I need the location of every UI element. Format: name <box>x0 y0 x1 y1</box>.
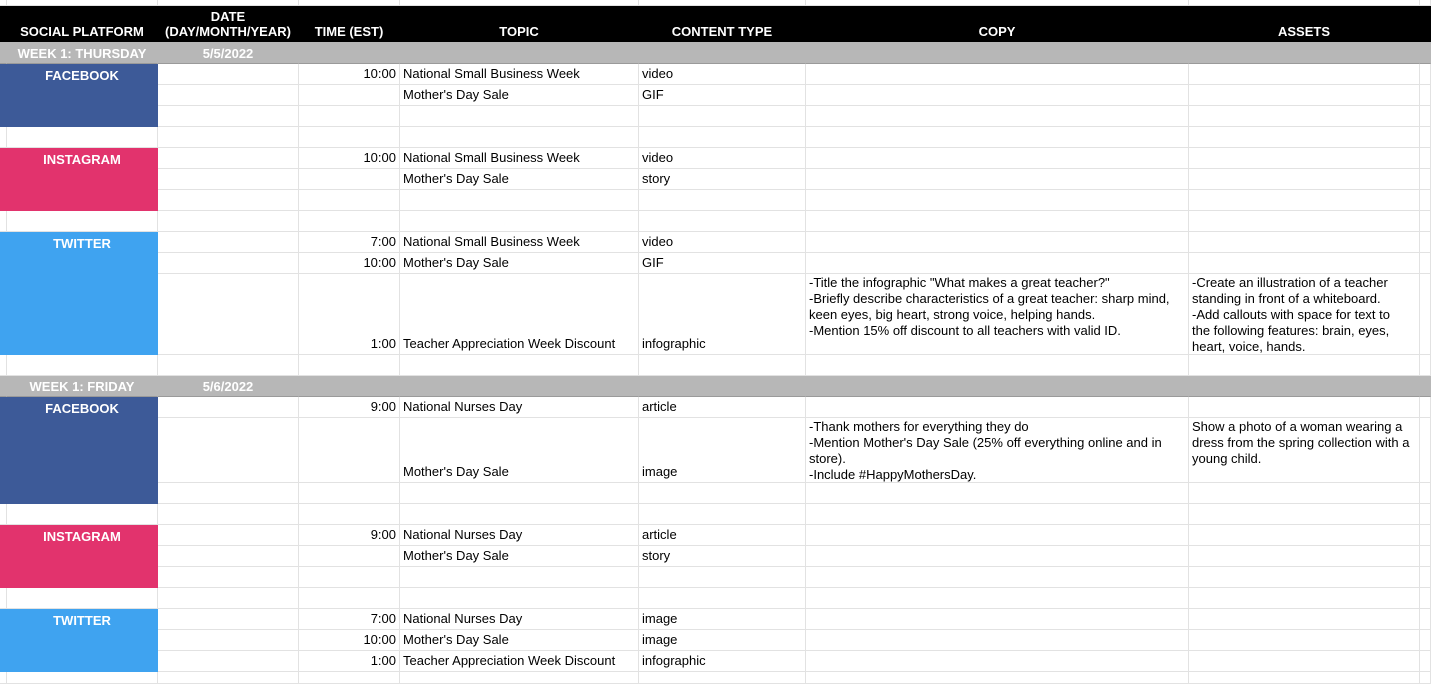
post-assets-line: Show a photo of a woman wearing a <box>1192 419 1403 434</box>
cell[interactable] <box>400 127 639 148</box>
post-type[interactable]: article <box>639 525 806 546</box>
cell[interactable] <box>158 546 299 567</box>
post-copy[interactable] <box>806 630 1189 651</box>
cell[interactable] <box>1420 85 1431 106</box>
cell[interactable] <box>1189 567 1420 588</box>
header-platform[interactable]: SOCIAL PLATFORM <box>7 6 158 42</box>
cell[interactable] <box>0 588 7 609</box>
cell[interactable] <box>400 355 639 376</box>
platform-color-cell[interactable] <box>0 232 7 355</box>
week-band-cell[interactable] <box>1420 42 1431 64</box>
cell[interactable] <box>1189 190 1420 211</box>
cell[interactable] <box>299 106 400 127</box>
post-topic[interactable]: Mother's Day Sale <box>400 630 639 651</box>
cell[interactable] <box>1420 106 1431 127</box>
post-copy-line: keen eyes, big heart, strong voice, helping hands. <box>809 307 1096 322</box>
cell[interactable] <box>400 190 639 211</box>
cell[interactable] <box>1420 253 1431 274</box>
cell[interactable] <box>806 483 1189 504</box>
post-type[interactable]: image <box>639 630 806 651</box>
cell[interactable] <box>158 504 299 525</box>
cell[interactable] <box>806 588 1189 609</box>
cell[interactable] <box>639 567 806 588</box>
post-copy[interactable] <box>806 253 1189 274</box>
post-type[interactable]: infographic <box>639 651 806 672</box>
post-assets-line: the following features: brain, eyes, <box>1192 323 1390 338</box>
platform-color-cell[interactable] <box>0 64 7 127</box>
post-assets[interactable] <box>1189 274 1420 355</box>
platform-color-cell[interactable] <box>0 397 7 504</box>
cell[interactable] <box>158 651 299 672</box>
post-assets[interactable] <box>1189 651 1420 672</box>
post-time[interactable]: 9:00 <box>299 397 400 418</box>
cell[interactable] <box>806 672 1189 684</box>
cell[interactable] <box>1420 274 1431 355</box>
cell[interactable] <box>0 504 7 525</box>
post-type[interactable]: video <box>639 232 806 253</box>
post-type[interactable]: GIF <box>639 253 806 274</box>
cell[interactable] <box>1420 211 1431 232</box>
cell[interactable] <box>299 567 400 588</box>
cell[interactable] <box>639 483 806 504</box>
post-assets[interactable] <box>1189 253 1420 274</box>
cell[interactable] <box>158 253 299 274</box>
header-cell[interactable] <box>1420 6 1431 42</box>
post-type[interactable]: story <box>639 546 806 567</box>
platform-color-cell[interactable] <box>0 148 7 211</box>
cell[interactable] <box>299 672 400 684</box>
post-topic[interactable]: Mother's Day Sale <box>400 253 639 274</box>
week-label[interactable]: WEEK 1: THURSDAY <box>7 42 158 64</box>
cell[interactable] <box>639 106 806 127</box>
cell[interactable] <box>158 64 299 85</box>
week-band-cell[interactable] <box>400 376 639 397</box>
post-time[interactable] <box>299 546 400 567</box>
post-type[interactable]: article <box>639 397 806 418</box>
post-time[interactable] <box>299 169 400 190</box>
cell[interactable] <box>158 483 299 504</box>
post-time[interactable]: 1:00 <box>299 651 400 672</box>
cell[interactable] <box>639 588 806 609</box>
cell[interactable] <box>400 588 639 609</box>
cell[interactable] <box>806 504 1189 525</box>
week-band-cell[interactable] <box>1189 42 1420 64</box>
cell[interactable] <box>400 567 639 588</box>
cell[interactable] <box>1420 546 1431 567</box>
cell[interactable] <box>158 609 299 630</box>
cell[interactable] <box>7 211 158 232</box>
cell[interactable] <box>1189 588 1420 609</box>
week-band-cell[interactable] <box>806 376 1189 397</box>
cell[interactable] <box>400 672 639 684</box>
cell[interactable] <box>0 211 7 232</box>
post-topic[interactable]: National Small Business Week <box>400 148 639 169</box>
week-band-cell[interactable] <box>0 376 7 397</box>
week-band-cell[interactable] <box>639 376 806 397</box>
cell[interactable] <box>1420 397 1431 418</box>
cell[interactable] <box>1189 127 1420 148</box>
cell[interactable] <box>1420 190 1431 211</box>
post-copy[interactable] <box>806 546 1189 567</box>
cell[interactable] <box>7 127 158 148</box>
platform-instagram[interactable]: INSTAGRAM <box>7 525 158 588</box>
header-topic[interactable]: TOPIC <box>400 6 639 42</box>
post-copy[interactable] <box>806 64 1189 85</box>
post-time[interactable]: 9:00 <box>299 525 400 546</box>
cell[interactable] <box>1420 64 1431 85</box>
post-copy-line: -Briefly describe characteristics of a great teacher: sharp mind, <box>809 291 1170 306</box>
cell[interactable] <box>0 127 7 148</box>
platform-instagram[interactable]: INSTAGRAM <box>7 148 158 211</box>
cell[interactable] <box>400 504 639 525</box>
post-assets-line: -Add callouts with space for text to <box>1192 307 1390 322</box>
post-topic[interactable]: Mother's Day Sale <box>400 85 639 106</box>
cell[interactable] <box>639 672 806 684</box>
post-type[interactable]: video <box>639 148 806 169</box>
header-date-line1: DATE <box>210 9 246 24</box>
platform-twitter[interactable]: TWITTER <box>7 609 158 672</box>
post-topic[interactable]: Mother's Day Sale <box>400 418 639 483</box>
cell[interactable] <box>158 85 299 106</box>
platform-facebook[interactable]: FACEBOOK <box>7 397 158 504</box>
cell[interactable] <box>158 211 299 232</box>
cell[interactable] <box>806 567 1189 588</box>
post-topic[interactable]: Mother's Day Sale <box>400 169 639 190</box>
cell[interactable] <box>158 672 299 684</box>
cell[interactable] <box>1189 483 1420 504</box>
cell[interactable] <box>1420 588 1431 609</box>
cell[interactable] <box>639 355 806 376</box>
cell[interactable] <box>0 355 7 376</box>
cell[interactable] <box>158 106 299 127</box>
cell[interactable] <box>158 232 299 253</box>
post-topic[interactable]: National Small Business Week <box>400 64 639 85</box>
header-cell[interactable] <box>0 6 7 42</box>
post-assets[interactable] <box>1189 609 1420 630</box>
week-band-cell[interactable] <box>299 42 400 64</box>
header-date[interactable] <box>158 6 299 42</box>
cell[interactable] <box>639 190 806 211</box>
cell[interactable] <box>158 148 299 169</box>
post-time[interactable]: 10:00 <box>299 64 400 85</box>
cell[interactable] <box>1420 483 1431 504</box>
cell[interactable] <box>1189 504 1420 525</box>
cell[interactable] <box>158 418 299 483</box>
cell[interactable] <box>299 588 400 609</box>
post-copy-line: -Mention Mother's Day Sale (25% off everything online and in <box>809 435 1162 450</box>
post-assets[interactable] <box>1189 169 1420 190</box>
cell[interactable] <box>1420 169 1431 190</box>
week-band-cell[interactable] <box>639 42 806 64</box>
post-assets[interactable] <box>1189 525 1420 546</box>
week-band-cell[interactable] <box>806 42 1189 64</box>
post-topic[interactable]: Teacher Appreciation Week Discount <box>400 274 639 355</box>
cell[interactable] <box>400 483 639 504</box>
cell[interactable] <box>1189 355 1420 376</box>
platform-color-cell[interactable] <box>0 525 7 588</box>
header-copy[interactable]: COPY <box>806 6 1189 42</box>
post-copy[interactable] <box>806 274 1189 355</box>
cell[interactable] <box>158 127 299 148</box>
post-topic[interactable]: National Nurses Day <box>400 397 639 418</box>
cell[interactable] <box>158 567 299 588</box>
header-assets[interactable]: ASSETS <box>1189 6 1420 42</box>
cell[interactable] <box>158 274 299 355</box>
post-type[interactable]: infographic <box>639 274 806 355</box>
post-assets[interactable] <box>1189 85 1420 106</box>
cell[interactable] <box>1420 232 1431 253</box>
cell[interactable] <box>299 504 400 525</box>
cell[interactable] <box>1420 651 1431 672</box>
post-type[interactable]: GIF <box>639 85 806 106</box>
post-time[interactable]: 10:00 <box>299 253 400 274</box>
header-date-line2: (DAY/MONTH/YEAR) <box>165 24 291 39</box>
post-copy[interactable] <box>806 651 1189 672</box>
post-assets[interactable] <box>1189 397 1420 418</box>
cell[interactable] <box>639 211 806 232</box>
post-time[interactable]: 10:00 <box>299 630 400 651</box>
cell[interactable] <box>158 630 299 651</box>
header-time[interactable]: TIME (EST) <box>299 6 400 42</box>
cell[interactable] <box>7 504 158 525</box>
cell[interactable] <box>299 190 400 211</box>
week-label[interactable]: WEEK 1: FRIDAY <box>7 376 158 397</box>
platform-facebook[interactable]: FACEBOOK <box>7 64 158 127</box>
post-copy[interactable] <box>806 418 1189 483</box>
platform-color-cell[interactable] <box>0 609 7 672</box>
cell[interactable] <box>400 106 639 127</box>
cell[interactable] <box>806 127 1189 148</box>
post-assets[interactable] <box>1189 630 1420 651</box>
week-band-cell[interactable] <box>1420 376 1431 397</box>
post-copy-line: -Thank mothers for everything they do <box>809 419 1029 434</box>
post-copy-line: -Title the infographic "What makes a great teacher?" <box>809 275 1110 290</box>
post-type[interactable]: image <box>639 609 806 630</box>
cell[interactable] <box>806 355 1189 376</box>
post-copy[interactable] <box>806 609 1189 630</box>
week-date[interactable]: 5/6/2022 <box>158 376 299 397</box>
cell[interactable] <box>158 525 299 546</box>
post-assets[interactable] <box>1189 148 1420 169</box>
post-topic[interactable]: National Nurses Day <box>400 609 639 630</box>
post-assets[interactable] <box>1189 546 1420 567</box>
post-assets-line: young child. <box>1192 451 1262 466</box>
cell[interactable] <box>1189 211 1420 232</box>
post-copy-line: -Include #HappyMothersDay. <box>809 467 977 482</box>
post-copy[interactable] <box>806 525 1189 546</box>
post-assets-line: dress from the spring collection with a <box>1192 435 1410 450</box>
cell[interactable] <box>158 169 299 190</box>
post-topic[interactable]: Mother's Day Sale <box>400 546 639 567</box>
cell[interactable] <box>1420 609 1431 630</box>
post-assets-line: heart, voice, hands. <box>1192 339 1306 354</box>
cell[interactable] <box>7 355 158 376</box>
cell[interactable] <box>299 211 400 232</box>
post-copy[interactable] <box>806 232 1189 253</box>
post-copy[interactable] <box>806 85 1189 106</box>
cell[interactable] <box>299 355 400 376</box>
post-assets[interactable] <box>1189 418 1420 483</box>
cell[interactable] <box>1420 127 1431 148</box>
cell[interactable] <box>7 672 158 684</box>
cell[interactable] <box>1420 672 1431 684</box>
week-band-cell[interactable] <box>400 42 639 64</box>
cell[interactable] <box>806 190 1189 211</box>
post-topic[interactable]: National Nurses Day <box>400 525 639 546</box>
post-copy[interactable] <box>806 148 1189 169</box>
cell[interactable] <box>299 127 400 148</box>
cell[interactable] <box>1189 672 1420 684</box>
header-content-type[interactable]: CONTENT TYPE <box>639 6 806 42</box>
week-band-cell[interactable] <box>0 42 7 64</box>
post-copy-line: -Mention 15% off discount to all teachers with valid ID. <box>809 323 1121 338</box>
post-copy[interactable] <box>806 169 1189 190</box>
cell[interactable] <box>1420 525 1431 546</box>
post-copy-line: store). <box>809 451 846 466</box>
cell[interactable] <box>1420 504 1431 525</box>
post-type[interactable]: story <box>639 169 806 190</box>
cell[interactable] <box>1189 106 1420 127</box>
cell[interactable] <box>158 397 299 418</box>
post-time[interactable]: 7:00 <box>299 232 400 253</box>
post-assets[interactable] <box>1189 64 1420 85</box>
post-time[interactable] <box>299 418 400 483</box>
cell[interactable] <box>400 211 639 232</box>
cell[interactable] <box>639 504 806 525</box>
post-assets-line: -Create an illustration of a teacher <box>1192 275 1388 290</box>
post-assets-line: standing in front of a whiteboard. <box>1192 291 1381 306</box>
post-time[interactable]: 1:00 <box>299 274 400 355</box>
cell[interactable] <box>7 588 158 609</box>
cell[interactable] <box>158 588 299 609</box>
cell[interactable] <box>1420 630 1431 651</box>
week-band-cell[interactable] <box>299 376 400 397</box>
cell[interactable] <box>0 672 7 684</box>
platform-twitter[interactable]: TWITTER <box>7 232 158 355</box>
post-type[interactable]: video <box>639 64 806 85</box>
post-type[interactable]: image <box>639 418 806 483</box>
cell[interactable] <box>806 211 1189 232</box>
post-time[interactable] <box>299 85 400 106</box>
cell[interactable] <box>639 127 806 148</box>
cell[interactable] <box>806 106 1189 127</box>
cell[interactable] <box>1420 418 1431 483</box>
post-time[interactable]: 10:00 <box>299 148 400 169</box>
cell[interactable] <box>1420 567 1431 588</box>
post-topic[interactable]: National Small Business Week <box>400 232 639 253</box>
cell[interactable] <box>299 483 400 504</box>
cell[interactable] <box>1420 355 1431 376</box>
post-assets[interactable] <box>1189 232 1420 253</box>
post-copy[interactable] <box>806 397 1189 418</box>
post-time[interactable]: 7:00 <box>299 609 400 630</box>
post-topic[interactable]: Teacher Appreciation Week Discount <box>400 651 639 672</box>
cell[interactable] <box>158 355 299 376</box>
cell[interactable] <box>158 190 299 211</box>
cell[interactable] <box>1420 148 1431 169</box>
week-date[interactable]: 5/5/2022 <box>158 42 299 64</box>
week-band-cell[interactable] <box>1189 376 1420 397</box>
